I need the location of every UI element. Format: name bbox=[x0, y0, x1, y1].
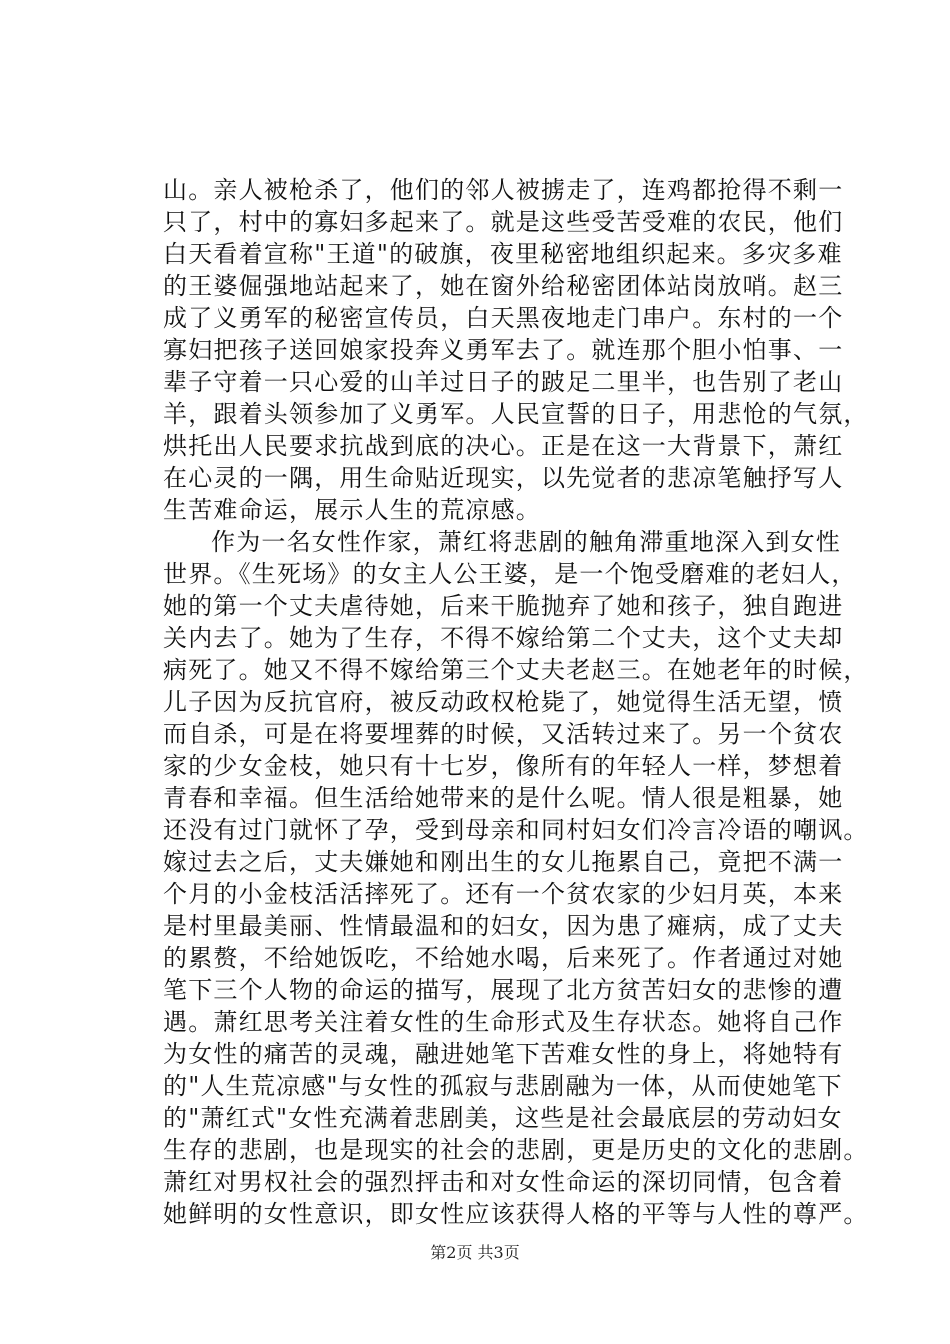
text-line: 她的第一个丈夫虐待她，后来干脆抛弃了她和孩子，独自跑进 bbox=[163, 592, 844, 620]
text-line: 为女性的痛苦的灵魂，融进她笔下苦难女性的身上，将她特有 bbox=[163, 1040, 844, 1068]
text-line: 她鲜明的女性意识，即女性应该获得人格的平等与人性的尊严。 bbox=[163, 1200, 869, 1228]
text-line: 的"萧红式"女性充满着悲剧美，这些是社会最底层的劳动妇女 bbox=[163, 1104, 843, 1132]
text-line: 关内去了。她为了生存，不得不嫁给第二个丈夫，这个丈夫却 bbox=[163, 624, 844, 652]
text-line: 个月的小金枝活活摔死了。还有一个贫农家的少妇月英，本来 bbox=[163, 880, 844, 908]
text-line: 的王婆倔强地站起来了，她在窗外给秘密团体站岗放哨。赵三 bbox=[163, 272, 844, 300]
text-line: 成了义勇军的秘密宣传员，白天黑夜地走门串户。东村的一个 bbox=[163, 304, 844, 332]
text-line: 病死了。她又不得不嫁给第三个丈夫老赵三。在她老年的时候， bbox=[163, 656, 869, 684]
text-line: 世界。《生死场》的女主人公王婆，是一个饱受磨难的老妇人， bbox=[163, 560, 857, 588]
text-line: 儿子因为反抗官府，被反动政权枪毙了，她觉得生活无望，愤 bbox=[163, 688, 844, 716]
text-line: 而自杀，可是在将要埋葬的时候，又活转过来了。另一个贫农 bbox=[163, 720, 844, 748]
text-line: 白天看着宣称"王道"的破旗，夜里秘密地组织起来。多灾多难 bbox=[163, 240, 843, 268]
text-line: 青春和幸福。但生活给她带来的是什么呢。情人很是粗暴，她 bbox=[163, 784, 844, 812]
text-line: 只了，村中的寡妇多起来了。就是这些受苦受难的农民，他们 bbox=[163, 208, 844, 236]
text-line: 辈子守着一只心爱的山羊过日子的跛足二里半，也告别了老山 bbox=[163, 368, 844, 396]
text-line: 是村里最美丽、性情最温和的妇女，因为患了瘫病，成了丈夫 bbox=[163, 912, 844, 940]
text-line: 寡妇把孩子送回娘家投奔义勇军去了。就连那个胆小怕事、一 bbox=[163, 336, 844, 364]
paragraph-first-line: 作为一名女性作家，萧红将悲剧的触角滞重地深入到女性 bbox=[211, 528, 841, 556]
text-line: 遇。萧红思考关注着女性的生命形式及生存状态。她将自己作 bbox=[163, 1008, 844, 1036]
text-line: 家的少女金枝，她只有十七岁，像所有的年轻人一样，梦想着 bbox=[163, 752, 844, 780]
text-line: 烘托出人民要求抗战到底的决心。正是在这一大背景下，萧红 bbox=[163, 432, 844, 460]
text-line: 羊，跟着头领参加了义勇军。人民宣誓的日子，用悲怆的气氛， bbox=[163, 400, 869, 428]
page-number-label: 第2页 共3页 bbox=[430, 1243, 520, 1262]
body-text bbox=[163, 174, 869, 1230]
text-line: 萧红对男权社会的强烈抨击和对女性命运的深切同情，包含着 bbox=[163, 1168, 844, 1196]
text-line: 笔下三个人物的命运的描写，展现了北方贫苦妇女的悲惨的遭 bbox=[163, 976, 844, 1004]
text-line: 在心灵的一隅，用生命贴近现实，以先觉者的悲凉笔触抒写人 bbox=[163, 464, 844, 492]
text-line: 生苦难命运，展示人生的荒凉感。 bbox=[163, 496, 541, 524]
text-line: 的"人生荒凉感"与女性的孤寂与悲剧融为一体，从而使她笔下 bbox=[163, 1072, 843, 1100]
text-line: 生存的悲剧，也是现实的社会的悲剧，更是历史的文化的悲剧。 bbox=[163, 1136, 869, 1164]
page-footer bbox=[0, 1240, 950, 1263]
text-line: 山。亲人被枪杀了，他们的邻人被掳走了，连鸡都抢得不剩一 bbox=[163, 176, 844, 204]
text-line: 还没有过门就怀了孕，受到母亲和同村妇女们冷言冷语的嘲讽。 bbox=[163, 816, 869, 844]
text-line: 的累赘，不给她饭吃，不给她水喝，后来死了。作者通过对她 bbox=[163, 944, 844, 972]
text-line: 嫁过去之后，丈夫嫌她和刚出生的女儿拖累自己，竟把不满一 bbox=[163, 848, 844, 876]
